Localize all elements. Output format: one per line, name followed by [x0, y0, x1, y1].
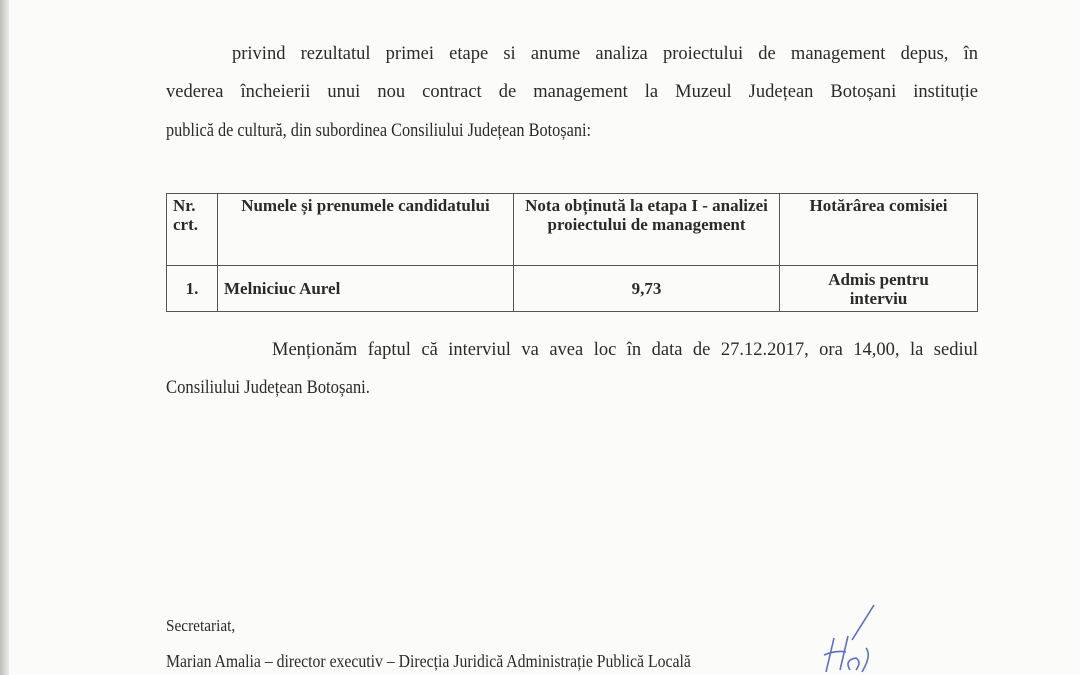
paragraph2-line2: Consiliului Județean Botoșani.: [166, 378, 370, 398]
header-score: Nota obținută la etapa I - analizei proiectului de management: [514, 194, 780, 266]
paragraph2-line1: [272, 340, 978, 361]
paragraph1-line1-text: privind rezultatul primei etape si anume analiza proiectului de management depus, în: [232, 44, 978, 64]
handwritten-signature: [812, 600, 882, 675]
cell-decision: Admis pentru interviu: [780, 266, 978, 312]
secretariat-label: Secretariat,: [166, 616, 236, 635]
header-decision: Hotărârea comisiei: [780, 194, 978, 266]
header-name: Numele și prenumele candidatului: [218, 194, 514, 266]
paragraph1-line1: [232, 44, 978, 65]
cell-name: Melniciuc Aurel: [218, 266, 514, 312]
paragraph2-line1-text: Menționăm faptul că interviul va avea loc în data de 27.12.2017, ora 14,00, la sediul: [272, 340, 978, 360]
cell-nr: 1.: [167, 266, 218, 312]
paragraph1-line2-text: vederea încheierii unui nou contract de management la Muzeul Județean Botoșani instituție: [166, 82, 978, 102]
results-table: [166, 193, 978, 312]
paragraph1-line2: [166, 82, 978, 103]
table-row: [167, 266, 978, 312]
cell-score: 9,73: [514, 266, 780, 312]
paragraph1-line3: publică de cultură, din subordinea Consiliului Județean Botoșani:: [166, 121, 592, 141]
table-header-row: [167, 194, 978, 266]
scan-edge: [0, 0, 9, 675]
header-nr: Nr. crt.: [167, 194, 218, 266]
signatory-line: Marian Amalia – director executiv – Direcția Juridică Administrație Publică Locală: [166, 651, 691, 671]
